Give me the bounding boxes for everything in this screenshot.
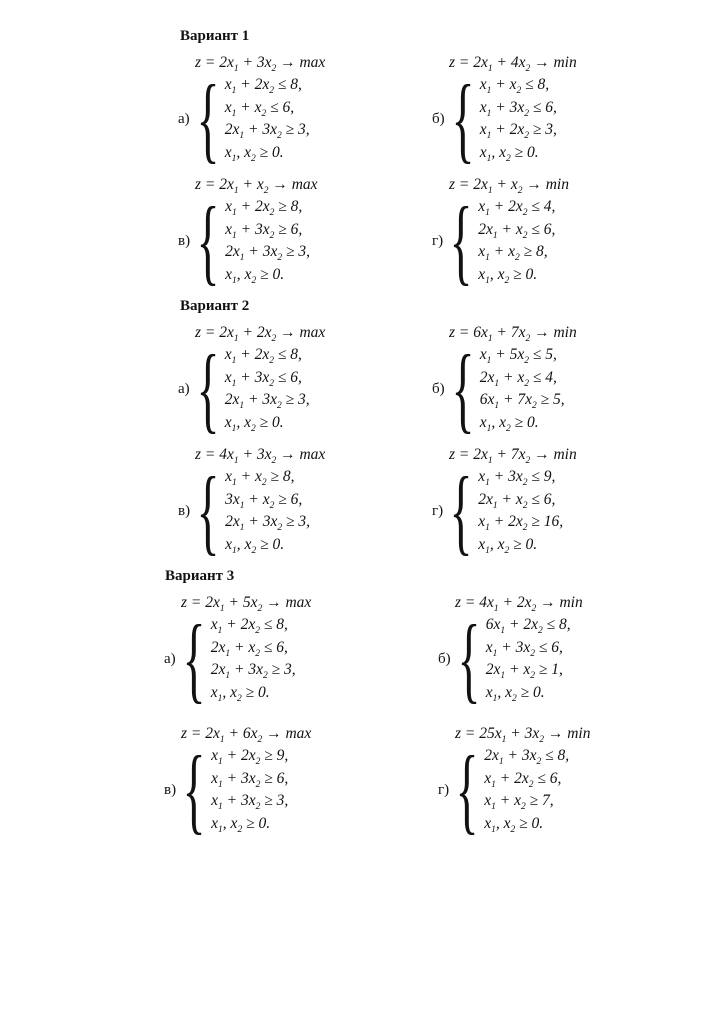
constraint-line: $x_1$, $x_2 \ge 0$. (225, 535, 285, 556)
constraint-line: $x_1$, $x_2 \ge 0$. (479, 143, 539, 164)
system-brace-icon: { (457, 605, 481, 712)
constraint-line: $x_1$, $x_2 \ge 0$. (224, 413, 284, 434)
constraint-list (225, 74, 310, 164)
constraint-line: $2x_1 + 3x_2 \le 8$, (484, 747, 570, 768)
constraint-line: $6x_1 + 2x_2 \le 8$, (485, 616, 571, 637)
constraint-system (432, 65, 686, 172)
constraint-line: $x_1 + 2x_2 \le 8$, (210, 616, 288, 637)
objective-function: $z = 25x_1 + 3x_2 \to \min$ (455, 725, 591, 746)
constraint-line: $x_1$, $x_2 \ge 0$. (485, 683, 545, 704)
system-brace-icon: { (449, 457, 473, 564)
constraint-line: $3x_1 + x_2 \ge 6$, (225, 490, 303, 511)
constraint-line: $x_1 + x_2 \ge 7$, (484, 792, 554, 813)
objective-function: $z = 6x_1 + 7x_2 \to \min$ (449, 324, 577, 345)
problem-block-1b (432, 54, 686, 172)
constraint-list (225, 196, 310, 286)
problem-block-2b (432, 324, 686, 442)
constraint-system (178, 65, 432, 172)
problem-row (0, 324, 724, 442)
constraint-line: $x_1 + 2x_2 \le 8$, (224, 346, 302, 367)
constraint-line: $x_1 + x_2 \ge 8$, (478, 243, 548, 264)
problem-block-1v (178, 176, 432, 294)
constraint-line: $6x_1 + 7x_2 \ge 5$, (479, 391, 565, 412)
system-brace-icon: { (451, 335, 475, 442)
constraint-line: $x_1$, $x_2 \ge 0$. (225, 265, 285, 286)
variant-1-section (0, 28, 724, 294)
objective-function: $z = 2x_1 + x_2 \to \min$ (449, 176, 569, 197)
constraint-line: $2x_1 + 3x_2 \ge 3$, (224, 391, 310, 412)
objective-function: $z = 2x_1 + x_2 \to \max$ (195, 176, 318, 197)
system-brace-icon: { (455, 736, 479, 843)
constraint-line: $x_1 + x_2 \le 6$, (224, 98, 295, 119)
constraint-line: $x_1 + x_2 \ge 8$, (225, 468, 295, 489)
problem-block-3v (164, 725, 438, 843)
constraint-line: $2x_1 + x_2 \le 4$, (479, 368, 557, 389)
problem-block-2v (178, 446, 432, 564)
system-brace-icon: { (196, 335, 220, 442)
problem-row (0, 594, 724, 712)
constraint-line: $2x_1 + 3x_2 \ge 3$, (225, 513, 311, 534)
system-brace-icon: { (182, 605, 206, 712)
constraint-line: $x_1$, $x_2 \ge 0$. (484, 814, 544, 835)
constraint-list (478, 466, 563, 556)
system-brace-icon: { (449, 187, 473, 294)
objective-function: $z = 2x_1 + 2x_2 \to \max$ (195, 324, 326, 345)
constraint-list (484, 745, 569, 835)
problem-row (0, 176, 724, 294)
problem-label: б) (432, 111, 445, 127)
constraint-system (178, 335, 432, 442)
problem-label: г) (438, 782, 450, 798)
constraint-system (178, 187, 432, 294)
constraint-line: $x_1 + 3x_2 \ge 6$, (211, 769, 289, 790)
problem-label: в) (164, 782, 177, 798)
constraint-line: $x_1$, $x_2 \ge 0$. (211, 814, 271, 835)
problem-row (0, 446, 724, 564)
problem-label: в) (178, 233, 191, 249)
constraint-line: $x_1 + 2x_2 \ge 9$, (211, 747, 289, 768)
objective-function: $z = 2x_1 + 7x_2 \to \min$ (449, 446, 577, 467)
problem-label: а) (164, 651, 176, 667)
constraint-line: $x_1 + 2x_2 \ge 8$, (225, 198, 303, 219)
system-brace-icon: { (196, 187, 220, 294)
objective-function: $z = 2x_1 + 6x_2 \to \max$ (181, 725, 312, 746)
constraint-list (225, 466, 310, 556)
system-brace-icon: { (196, 65, 220, 172)
problem-block-1a (178, 54, 432, 172)
objective-function: $z = 2x_1 + 4x_2 \to \min$ (449, 54, 577, 75)
constraint-line: $x_1$, $x_2 \ge 0$. (224, 143, 284, 164)
constraint-list (211, 745, 288, 835)
problem-label: в) (178, 503, 191, 519)
problem-row (0, 725, 724, 843)
system-brace-icon: { (196, 457, 220, 564)
constraint-line: $2x_1 + 3x_2 \ge 3$, (210, 661, 296, 682)
constraint-line: $x_1 + 3x_2 \ge 3$, (211, 792, 289, 813)
constraint-line: $x_1$, $x_2 \ge 0$. (478, 535, 538, 556)
problem-label: а) (178, 381, 190, 397)
variant-3-section (0, 568, 724, 843)
objective-function: $z = 2x_1 + 3x_2 \to \max$ (195, 54, 326, 75)
constraint-system (164, 736, 438, 843)
system-brace-icon: { (451, 65, 475, 172)
constraint-line: $x_1 + 3x_2 \le 6$, (485, 638, 563, 659)
constraint-system (432, 187, 686, 294)
constraint-system (432, 335, 686, 442)
constraint-list (480, 344, 565, 434)
constraint-list (225, 344, 310, 434)
problem-label: б) (432, 381, 445, 397)
constraint-system (432, 457, 686, 564)
constraint-line: $x_1 + 3x_2 \le 6$, (479, 98, 557, 119)
constraint-line: $x_1 + 2x_2 \le 8$, (224, 76, 302, 97)
problem-block-3g (438, 725, 712, 843)
objective-function: $z = 2x_1 + 5x_2 \to \max$ (181, 594, 312, 615)
constraint-line: $x_1 + 2x_2 \le 6$, (484, 769, 562, 790)
constraint-line: $2x_1 + x_2 \ge 1$, (485, 661, 563, 682)
constraint-line: $x_1$, $x_2 \ge 0$. (478, 265, 538, 286)
problem-block-3b (438, 594, 712, 712)
problem-label: г) (432, 503, 444, 519)
constraint-line: $2x_1 + x_2 \le 6$, (210, 638, 288, 659)
constraint-line: $x_1 + 3x_2 \le 9$, (478, 468, 556, 489)
constraint-system (438, 736, 712, 843)
system-brace-icon: { (182, 736, 206, 843)
constraint-system (438, 605, 712, 712)
constraint-system (164, 605, 438, 712)
constraint-list (480, 74, 557, 164)
constraint-line: $x_1 + 3x_2 \le 6$, (224, 368, 302, 389)
constraint-line: $2x_1 + x_2 \le 6$, (478, 490, 556, 511)
constraint-line: $x_1 + 2x_2 \ge 16$, (478, 513, 564, 534)
problem-row (0, 54, 724, 172)
problem-label: б) (438, 651, 451, 667)
problem-block-1g (432, 176, 686, 294)
constraint-list (478, 196, 555, 286)
variant-title: Вариант 1 (180, 28, 250, 44)
constraint-line: $2x_1 + 3x_2 \ge 3$, (225, 243, 311, 264)
objective-function: $z = 4x_1 + 3x_2 \to \max$ (195, 446, 326, 467)
problem-block-2g (432, 446, 686, 564)
constraint-line: $x_1$, $x_2 \ge 0$. (479, 413, 539, 434)
variant-title: Вариант 2 (180, 298, 250, 314)
constraint-line: $x_1 + x_2 \le 8$, (479, 76, 550, 97)
problem-block-3a (164, 594, 438, 712)
problem-block-2a (178, 324, 432, 442)
constraint-line: $x_1$, $x_2 \ge 0$. (210, 683, 270, 704)
problem-label: а) (178, 111, 190, 127)
variant-title: Вариант 3 (165, 568, 235, 584)
variant-2-section (0, 298, 724, 564)
constraint-system (178, 457, 432, 564)
constraint-line: $x_1 + 5x_2 \le 5$, (479, 346, 557, 367)
problem-label: г) (432, 233, 444, 249)
objective-function: $z = 4x_1 + 2x_2 \to \min$ (455, 594, 583, 615)
constraint-list (486, 614, 571, 704)
constraint-line: $x_1 + 2x_2 \ge 3$, (479, 121, 557, 142)
constraint-line: $x_1 + 2x_2 \le 4$, (478, 198, 556, 219)
constraint-line: $2x_1 + x_2 \le 6$, (478, 220, 556, 241)
constraint-line: $x_1 + 3x_2 \ge 6$, (225, 220, 303, 241)
constraint-list (211, 614, 296, 704)
constraint-line: $2x_1 + 3x_2 \ge 3$, (224, 121, 310, 142)
